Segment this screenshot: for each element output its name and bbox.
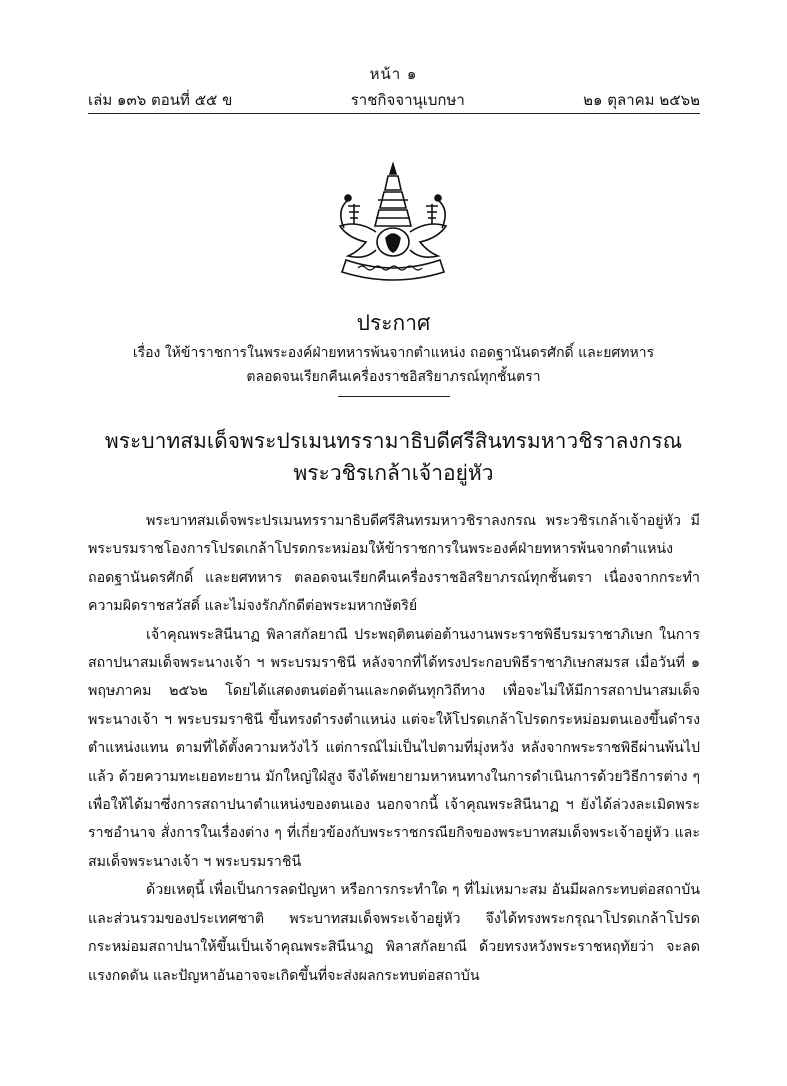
king-name-line-1: พระบาทสมเด็จพระปรเมนทรรามาธิบดีศรีสินทรมหาวชิราลงกรณ: [104, 429, 683, 453]
body-paragraph: พระบาทสมเด็จพระปรเมนทรรามาธิบดีศรีสินทรมหาวชิราลงกรณ พระวชิรเกล้าเจ้าอยู่หัว มีพระบรมราชโองการโปรดเกล้าโปรดกระหม่อมให้ข้าราชการในพระองค์ฝ่ายทหารพ้นจากตำแหน่ง ถอดฐานันดรศักดิ์ และยศทหาร ตลอดจนเรียกคืนเครื่องราชอิสริยาภรณ์ทุกชั้นตรา เนื่องจากกระทำความผิดราชสวัสดิ์ และไม่จงรักภักดีต่อพระมหากษัตริย์: [88, 513, 700, 615]
body-paragraph: เจ้าคุณพระสินีนาฏ พิลาสกัลยาณี ประพฤติตนต่อต้านงานพระราชพิธีบรมราชาภิเษก ในการสถาปนาสมเด็จพระนางเจ้า ฯ พระบรมราชินี หลังจากที่ได้ทรงประกอบพิธีราชาภิเษกสมรส เมื่อวันที่ ๑ พฤษภาคม ๒๕๖๒ โดยได้แสดงตนต่อต้านและกดดันทุกวิถีทาง เพื่อจะไม่ให้มีการสถาปนาสมเด็จพระนางเจ้า ฯ พระบรมราชินี ขึ้นทรงดำรงตำแหน่ง แต่จะให้โปรดเกล้าโปรดกระหม่อมตนเองขึ้นดำรงตำแหน่งแทน ตามที่ได้ตั้งความหวังไว้ แต่การณ์ไม่เป็นไปตามที่มุ่งหวัง หลังจากพระราชพิธีผ่านพ้นไปแล้ว ด้วยความทะเยอทะยาน มักใหญ่ใฝ่สูง จึงได้พยายามหาหนทางในการดำเนินการด้วยวิธีการต่าง ๆ เพื่อให้ได้มาซึ่งการสถาปนาตำแหน่งของตนเอง นอกจากนี้ เจ้าคุณพระสินีนาฏ ฯ ยังได้ล่วงละเมิดพระราชอำนาจ สั่งการในเรื่องต่าง ๆ ที่เกี่ยวข้องกับพระราชกรณียกิจของพระบาทสมเด็จพระเจ้าอยู่หัว และสมเด็จพระนางเจ้า ฯ พระบรมราชินี: [88, 626, 700, 870]
header-divider: [88, 113, 700, 114]
announcement-body: [88, 507, 700, 990]
subject-line-1: เรื่อง ให้ข้าราชการในพระองค์ฝ่ายทหารพ้นจากตำแหน่ง ถอดฐานันดรศักดิ์ และยศทหาร: [132, 345, 655, 361]
announcement-title: ประกาศ: [356, 311, 431, 335]
body-paragraph: ด้วยเหตุนี้ เพื่อเป็นการลดปัญหา หรือการกระทำใด ๆ ที่ไม่เหมาะสม อันมีผลกระทบต่อสถาบันและส่วนรวมของประเทศชาติ พระบาทสมเด็จพระเจ้าอยู่หัว จึงได้ทรงพระกรุณาโปรดเกล้าโปรดกระหม่อมสถาปนาให้ขึ้นเป็นเจ้าคุณพระสินีนาฏ พิลาสกัลยาณี ด้วยทรงหวังพระราชหฤทัยว่า จะลดแรงกดดัน และปัญหาอันอาจจะเกิดขึ้นที่จะส่งผลกระทบต่อสถาบัน: [88, 882, 700, 984]
publication-name: ราชกิจจานุเบกษา: [350, 91, 465, 109]
king-name: [0, 425, 787, 489]
volume-issue: เล่ม ๑๓๖ ตอนที่ ๕๕ ข: [88, 91, 233, 109]
publication-date: ๒๑ ตุลาคม ๒๕๖๒: [583, 91, 700, 109]
announcement-subject: [0, 341, 787, 389]
royal-emblem-icon: [318, 160, 468, 290]
page-number: หน้า ๑: [369, 65, 418, 83]
gazette-header: [88, 88, 700, 112]
title-divider: [338, 396, 450, 397]
subject-line-2: ตลอดจนเรียกคืนเครื่องราชอิสริยาภรณ์ทุกชั้นตรา: [246, 369, 541, 385]
king-name-line-2: พระวชิรเกล้าเจ้าอยู่หัว: [293, 461, 494, 485]
